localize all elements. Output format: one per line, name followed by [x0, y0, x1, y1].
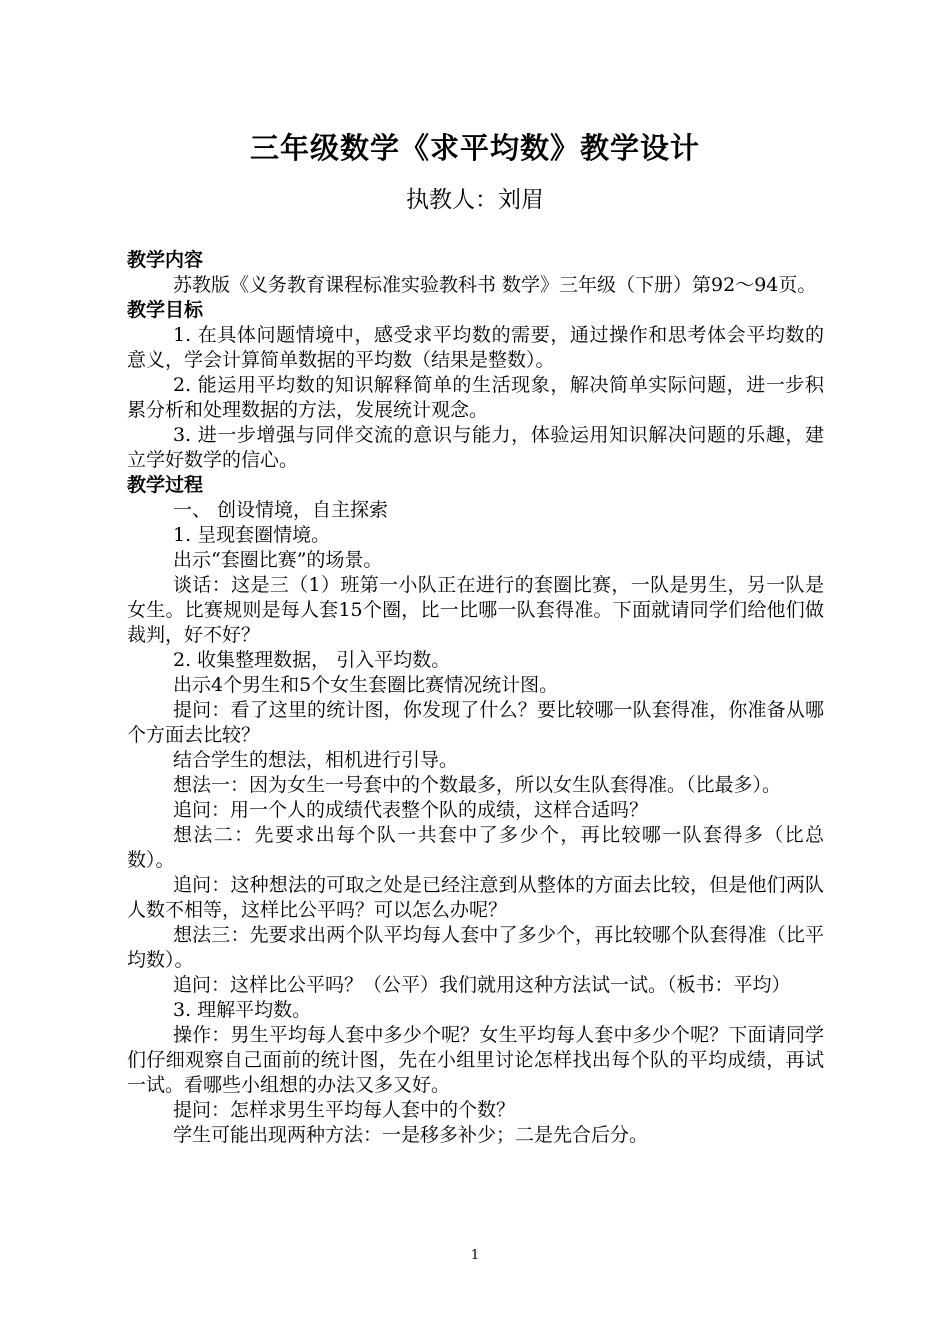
- document-title: 三年级数学《求平均数》教学设计: [249, 131, 700, 165]
- process-paragraph: 想法一：因为女生一号套中的个数最多，所以女生队套得准。（比最多）。: [173, 774, 782, 796]
- section-heading-process: 教学过程: [127, 474, 204, 496]
- process-paragraph: 结合学生的想法，相机进行引导。: [173, 749, 459, 771]
- process-paragraph: 提问：看了这里的统计图，你发现了什么？要比较哪一队套得准，你准备从哪个方面去比较？: [127, 699, 824, 746]
- process-paragraph: 1. 呈现套圈情境。: [173, 524, 331, 546]
- process-paragraph: 想法三：先要求出两个队平均每人套中了多少个，再比较哪个队套得准（比平均数）。: [127, 924, 824, 971]
- process-paragraph: 出示“套圈比赛”的场景。: [173, 549, 383, 571]
- process-paragraph: 追问：用一个人的成绩代表整个队的成绩，这样合适吗？: [173, 799, 649, 821]
- process-paragraph: 3. 理解平均数。: [173, 999, 312, 1021]
- goal-paragraph-3: 3. 进一步增强与同伴交流的意识与能力，体验运用知识解决问题的乐趣，建立学好数学的信心。: [127, 424, 824, 471]
- process-paragraph: 追问：这样比公平吗？（公平）我们就用这种方法试一试。（板书：平均）: [173, 974, 791, 996]
- process-paragraph: 出示4个男生和5个女生套圈比赛情况统计图。: [173, 674, 559, 696]
- process-paragraph: 想法二：先要求出每个队一共套中了多少个，再比较哪一队套得多（比总数）。: [127, 824, 824, 871]
- page-number: 1: [470, 1248, 480, 1263]
- process-paragraph: 提问：怎样求男生平均每人套中的个数？: [173, 1099, 516, 1121]
- goal-paragraph-2: 2. 能运用平均数的知识解释简单的生活现象，解决简单实际问题，进一步积累分析和处理数据的方法，发展统计观念。: [127, 374, 824, 421]
- process-paragraph: 谈话：这是三（1）班第一小队正在进行的套圈比赛，一队是男生，另一队是女生。比赛规则是每人套15个圈，比一比哪一队套得准。下面就请同学们给他们做裁判，好不好？: [127, 574, 824, 646]
- section-heading-content: 教学内容: [127, 249, 204, 271]
- section-heading-goals: 教学目标: [127, 299, 204, 321]
- paragraph: 苏教版《义务教育课程标准实验教科书 数学》三年级（下册）第92～94页。: [173, 274, 817, 296]
- process-paragraph: 追问：这种想法的可取之处是已经注意到从整体的方面去比较，但是他们两队人数不相等，这样比公平吗？可以怎么办呢？: [127, 874, 824, 921]
- goal-paragraph-1: 1. 在具体问题情境中，感受求平均数的需要，通过操作和思考体会平均数的意义，学会计算简单数据的平均数（结果是整数）。: [127, 324, 824, 371]
- process-step-heading: 一、 创设情境，自主探索: [173, 499, 389, 521]
- process-paragraph: 学生可能出现两种方法：一是移多补少；二是先合后分。: [173, 1124, 649, 1146]
- process-paragraph: 操作：男生平均每人套中多少个呢？女生平均每人套中多少个呢？下面请同学们仔细观察自己面前的统计图，先在小组里讨论怎样找出每个队的平均成绩，再试一试。看哪些小组想的办法又多又好。: [127, 1024, 824, 1096]
- process-paragraph: 2. 收集整理数据， 引入平均数。: [173, 649, 451, 671]
- author-line: 执教人：刘眉: [406, 187, 544, 213]
- document-body: [127, 248, 824, 1148]
